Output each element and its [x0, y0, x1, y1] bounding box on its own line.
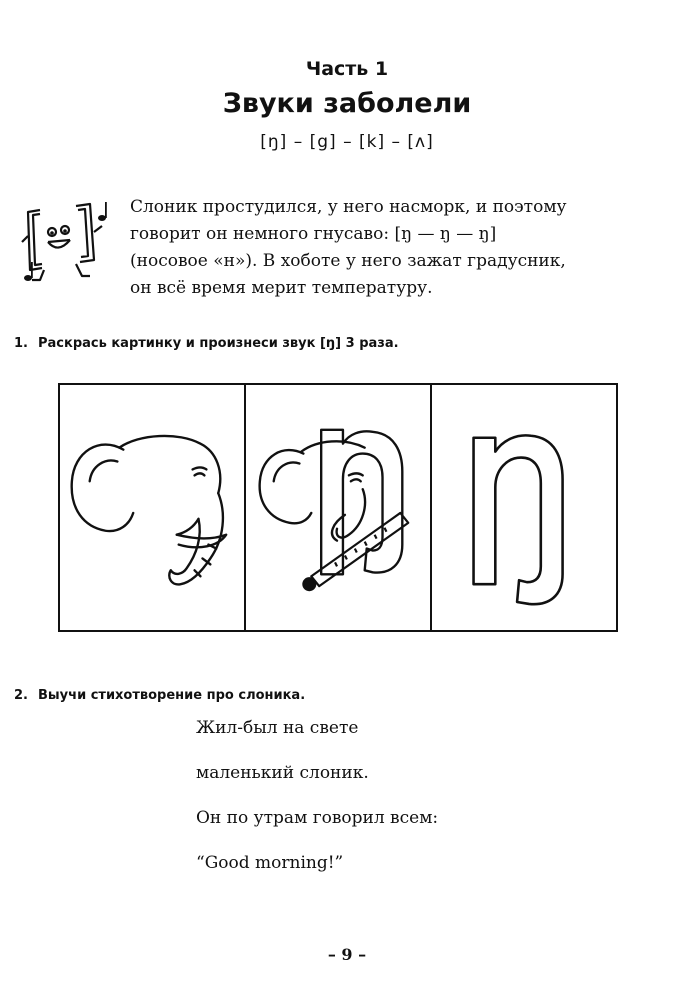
task-text: Выучи стихотворение про слоника. [38, 688, 306, 703]
panel-elephant[interactable] [60, 385, 246, 630]
task-text: Раскрась картинку и произнеси звук [ŋ] 3 раза. [38, 336, 399, 351]
intro-paragraph [130, 194, 622, 302]
panel-elephant-letter[interactable] [246, 385, 432, 630]
page-number: – 9 – [327, 945, 367, 964]
part-heading: Часть 1 [305, 58, 389, 80]
panel-letter[interactable] [432, 385, 616, 630]
intro-line: говорит он немного гнусаво: [ŋ — ŋ — ŋ] [130, 224, 497, 244]
page-title: Звуки заболели [222, 88, 472, 119]
poem-line: Он по утрам говорил всем: [196, 808, 439, 828]
intro-line: (носовое «н»). В хоботе у него зажат градусник, [130, 251, 566, 271]
eng-letter-icon [474, 435, 563, 604]
elephant-icon [60, 385, 244, 630]
intro-line: Слоник простудился, у него насморк, и поэтому [130, 197, 567, 217]
poem-line: Жил-был на свете [196, 718, 359, 738]
thermometer-icon [303, 513, 408, 590]
task-number: 2. [14, 688, 28, 703]
phonetic-sequence: [ŋ] – [g] – [k] – [ʌ] [260, 132, 434, 152]
task-1 [14, 336, 399, 351]
poem [196, 718, 438, 898]
eng-letter-icon [321, 430, 402, 574]
poem-line: “Good morning!” [196, 853, 344, 873]
task-2 [14, 688, 305, 703]
bracket-mascot-icon [18, 196, 110, 284]
task-number: 1. [14, 336, 28, 351]
intro-line: он всё время мерит температуру. [130, 278, 433, 298]
coloring-panels [58, 383, 618, 632]
poem-line: маленький слоник. [196, 763, 369, 783]
